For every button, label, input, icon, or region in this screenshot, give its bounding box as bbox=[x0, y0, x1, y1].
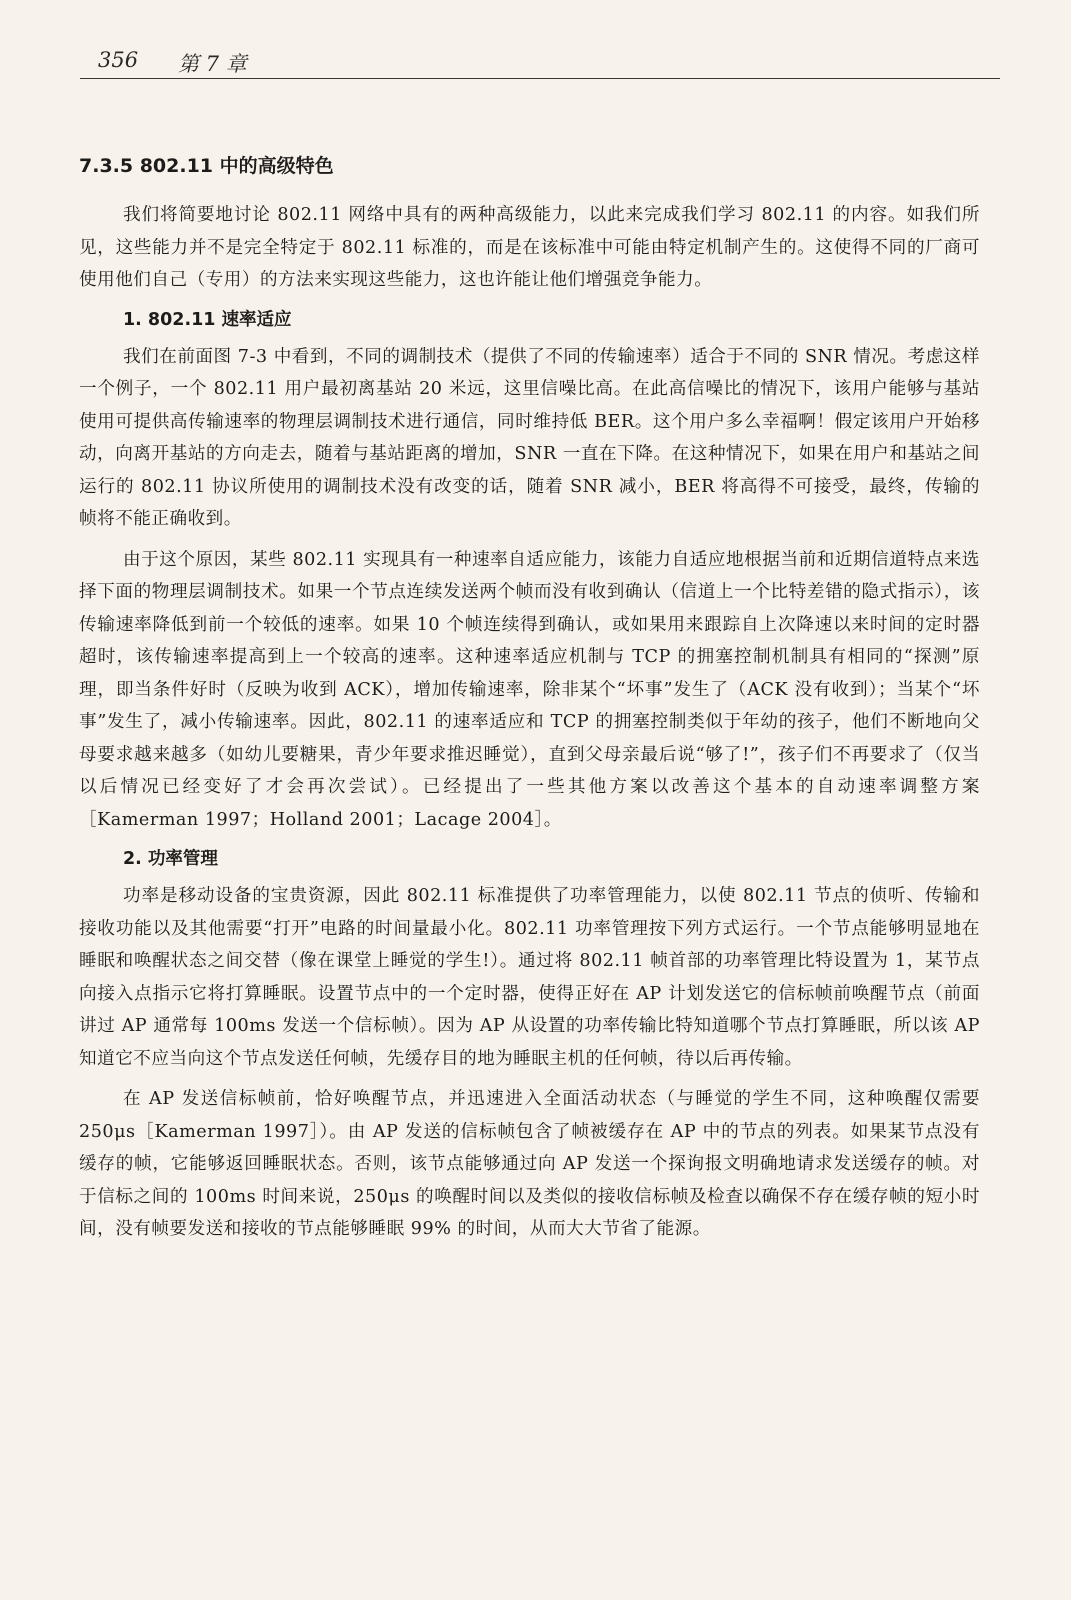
subsection-title-rate-adaptation: 1. 802.11 速率适应 bbox=[123, 309, 292, 330]
subsection-title-power-management: 2. 功率管理 bbox=[123, 849, 218, 869]
rate-adaptation-paragraph-1: 我们在前面图 7-3 中看到，不同的调制技术（提供了不同的传输速率）适合于不同的 SNR 情况。考虑这样一个例子，一个 802.11 用户最初离基站 20 米远，这里信噪比高。在此高信噪比的情况下，该用户能够与基站使用可提供高传输速率的物理层调制技术进行通信，同时维持低 BER。这个用户多么幸福啊！假定该用户开始移动，向离开基站的方向走去，随着与基站距离的增加，SNR 一直在下降。在这种情况下，如果在用户和基站之间运行的 802.11 协议所使用的调制技术没有改变的话，随着 SNR 减小，BER 将高得不可接受，最终，传输的帧将不能正确收到。 bbox=[79, 346, 980, 529]
page-number: 356 bbox=[98, 48, 139, 72]
chapter-label: 第 7 章 bbox=[178, 52, 247, 76]
rate-adaptation-paragraph-2: 由于这个原因，某些 802.11 实现具有一种速率自适应能力，该能力自适应地根据当前和近期信道特点来选择下面的物理层调制技术。如果一个节点连续发送两个帧而没有收到确认（信道上一个比特差错的隐式指示），该传输速率降低到前一个较低的速率。如果 10 个帧连续得到确认，或如果用来跟踪自上次降速以来时间的定时器超时，该传输速率提高到上一个较高的速率。这种速率适应机制与 TCP 的拥塞控制机制具有相同的“探测”原理，即当条件好时（反映为收到 ACK），增加传输速率，除非某个“坏事”发生了（ACK 没有收到）；当某个“坏事”发生了，减小传输速率。因此，802.11 的速率适应和 TCP 的拥塞控制类似于年幼的孩子，他们不断地向父母要求越来越多（如幼儿要糖果，青少年要求推迟睡觉），直到父母亲最后说“够了!”，孩子们不再要求了（仅当以后情况已经变好了才会再次尝试）。已经提出了一些其他方案以改善这个基本的自动速率调整方案［Kamerman 1997；Holland 2001；Lacage 2004］。 bbox=[79, 549, 980, 830]
section-title: 7.3.5 802.11 中的高级特色 bbox=[79, 155, 334, 177]
power-management-paragraph-1: 功率是移动设备的宝贵资源，因此 802.11 标准提供了功率管理能力，以使 802.11 节点的侦听、传输和接收功能以及其他需要“打开”电路的时间量最小化。802.11 功率管理按下列方式运行。一个节点能够明显地在睡眠和唤醒状态之间交替（像在课堂上睡觉的学生!）。通过将 802.11 帧首部的功率管理比特设置为 1，某节点向接入点指示它将打算睡眠。设置节点中的一个定时器，使得正好在 AP 计划发送它的信标帧前唤醒节点（前面讲过 AP 通常每 100ms 发送一个信标帧）。因为 AP 从设置的功率传输比特知道哪个节点打算睡眠，所以该 AP 知道它不应当向这个节点发送任何帧，先缓存目的地为睡眠主机的任何帧，待以后再传输。 bbox=[79, 886, 980, 1069]
section-intro-paragraph: 我们将简要地讨论 802.11 网络中具有的两种高级能力，以此来完成我们学习 802.11 的内容。如我们所见，这些能力并不是完全特定于 802.11 标准的，而是在该标准中可能由特定机制产生的。这使得不同的厂商可使用他们自己（专用）的方法来实现这些能力，这也许能让他们增强竞争能力。 bbox=[79, 205, 980, 290]
power-management-paragraph-2: 在 AP 发送信标帧前，恰好唤醒节点，并迅速进入全面活动状态（与睡觉的学生不同，这种唤醒仅需要 250μs［Kamerman 1997］）。由 AP 发送的信标帧包含了帧被缓存在 AP 中的节点的列表。如果某节点没有缓存的帧，它能够返回睡眠状态。否则，该节点能够通过向 AP 发送一个探询报文明确地请求发送缓存的帧。对于信标之间的 100ms 时间来说，250μs 的唤醒时间以及类似的接收信标帧及检查以确保不存在缓存帧的短小时间，没有帧要发送和接收的节点能够睡眠 99% 的时间，从而大大节省了能源。 bbox=[79, 1089, 980, 1239]
page-content bbox=[79, 151, 980, 1254]
page-header bbox=[80, 48, 1000, 79]
